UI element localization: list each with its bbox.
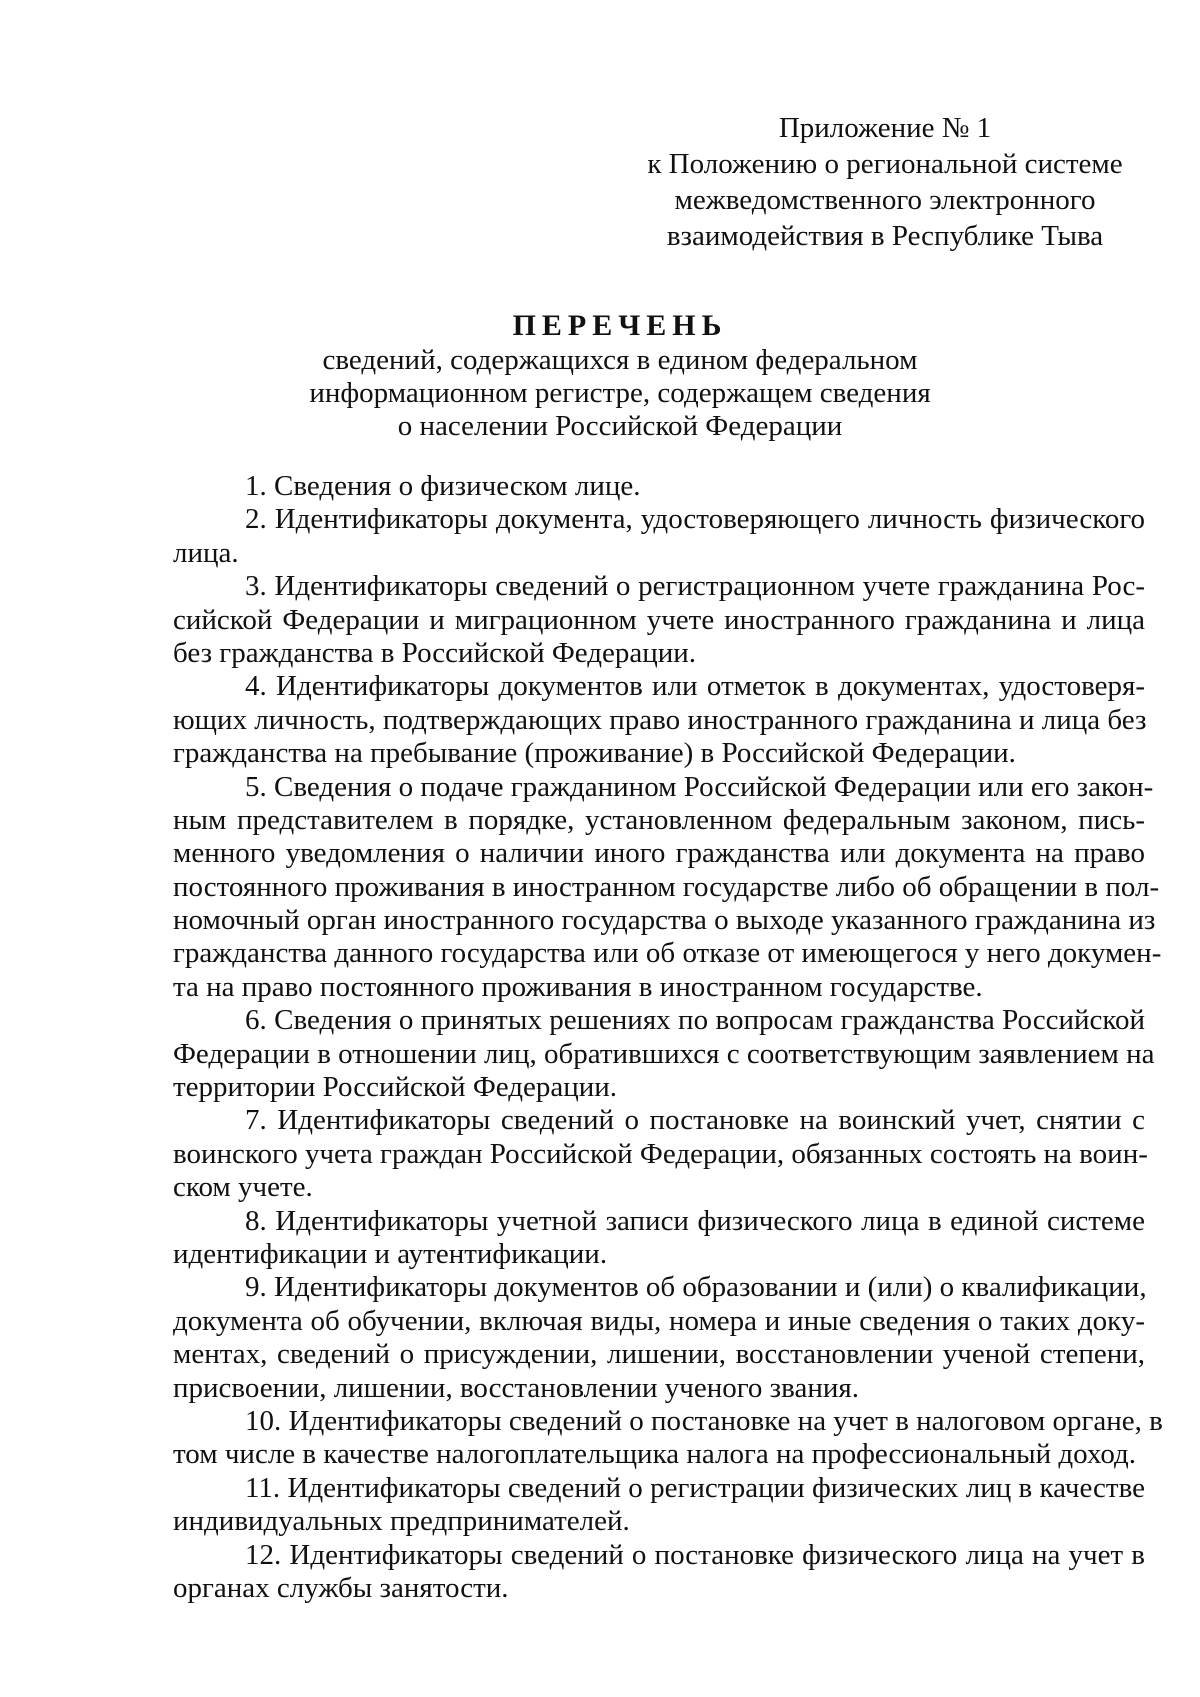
subtitle-line: о населении Российской Федерации <box>397 410 843 442</box>
list-item-text: Идентификаторы сведений о регистрации физических лиц в качестве <box>287 1471 1145 1504</box>
list-item-line: та на право постоянного проживания в иностранном государстве. <box>173 970 983 1003</box>
list-item <box>173 1104 1148 1204</box>
list-item-number: 2. <box>245 503 267 536</box>
list-item-text: Идентификаторы сведений о регистрационном учете гражданина Рос- <box>274 570 1145 603</box>
list-item-line: присвоении, лишении, восстановлении ученого звания. <box>173 1371 859 1404</box>
list-item-first-line <box>173 1539 1145 1572</box>
list-item-line: лица. <box>173 536 239 569</box>
appendix-line: межведомственного электронного <box>674 184 1096 216</box>
list-item-number: 9. <box>245 1271 267 1304</box>
list-item-text: Идентификаторы сведений о постановке на учет в налоговом органе, в <box>288 1404 1163 1437</box>
list-item <box>173 1271 1145 1405</box>
list-item <box>173 1472 1145 1539</box>
list-item-line: номочный орган иностранного государства о выходе указанного гражданина из <box>173 904 1156 937</box>
list-item-text: Идентификаторы документов об образовании и (или) о квалификации, <box>274 1271 1147 1304</box>
list-item-first-line <box>173 503 1145 536</box>
list-item <box>173 570 1145 670</box>
list-item-text: Сведения о подаче гражданином Российской Федерации или его закон- <box>274 770 1154 803</box>
list-item-text: Идентификаторы документа, удостоверяющего личность физического <box>274 503 1146 536</box>
list-item-text: Идентификаторы сведений о постановке на воинский учет, снятии с <box>277 1104 1145 1137</box>
list-item-number: 10. <box>245 1404 282 1437</box>
list-item-line: индивидуальных предпринимателей. <box>173 1505 630 1538</box>
list-item <box>173 1539 1145 1606</box>
title-block <box>150 308 1090 443</box>
appendix-line: Приложение № 1 <box>778 112 992 144</box>
list-item-line: том числе в качестве налогоплательщика налога на профессиональный доход. <box>173 1438 1137 1471</box>
subtitle-line: информационном регистре, содержащем сведения <box>309 377 931 409</box>
list-item-text: Идентификаторы сведений о постановке физического лица на учет в <box>289 1538 1145 1571</box>
list-item-first-line <box>173 470 1145 503</box>
list-item-number: 7. <box>245 1104 267 1137</box>
list-item-first-line <box>173 670 1145 703</box>
appendix-line: к Положению о региональной системе <box>647 148 1123 180</box>
list-item-number: 11. <box>245 1471 281 1504</box>
list-item-first-line <box>173 1104 1145 1137</box>
list-item-number: 6. <box>245 1004 267 1037</box>
appendix-header <box>640 110 1130 254</box>
list-item-line: территории Российской Федерации. <box>173 1071 618 1104</box>
list-item <box>173 770 1162 1005</box>
list-item-text: Идентификаторы документов или отметок в документах, удостоверя- <box>276 670 1145 703</box>
list-item <box>173 1205 1145 1272</box>
list-item-line: гражданства на пребывание (проживание) в Российской Федерации. <box>173 737 1016 770</box>
list-item <box>173 1404 1163 1472</box>
list-item-number: 5. <box>245 770 267 803</box>
appendix-line: взаимодействия в Республике Тыва <box>666 220 1104 252</box>
list-item-number: 1. <box>245 470 267 502</box>
list-item-line: ющих личность, подтверждающих право иностранного гражданина и лица без <box>173 703 1147 736</box>
list-item-number: 8. <box>245 1204 267 1237</box>
list-item-first-line <box>173 1271 1145 1304</box>
subtitle-line: сведений, содержащихся в едином федеральном <box>322 344 918 376</box>
list-item <box>173 470 1145 503</box>
list-item-text: Сведения о физическом лице. <box>274 470 641 502</box>
list-item-text: Сведения о принятых решениях по вопросам гражданства Российской <box>274 1004 1145 1037</box>
list-item-line: Федерации в отношении лиц, обратившихся с соответствующим заявлением на <box>173 1037 1155 1070</box>
list-item-line: менного уведомления о наличии иного гражданства или документа на право <box>173 837 1145 870</box>
list-item <box>173 670 1145 770</box>
list-item-first-line <box>173 1205 1145 1238</box>
list-item <box>173 1004 1155 1104</box>
list-item <box>173 503 1145 570</box>
list-item-line: органах службы занятости. <box>173 1571 509 1604</box>
document-title: ПЕРЕЧЕНЬ <box>512 309 728 342</box>
document-subtitle <box>150 344 1090 443</box>
list-item-line: воинского учета граждан Российской Федерации, обязанных состоять на воин- <box>173 1137 1148 1170</box>
list-item-line: постоянного проживания в иностранном государстве либо об обращении в пол- <box>173 870 1160 903</box>
list-item-first-line <box>173 1472 1145 1505</box>
list-item-first-line <box>173 570 1145 603</box>
list-item-line: сийской Федерации и миграционном учете иностранного гражданина и лица <box>173 603 1145 636</box>
list-item-first-line <box>173 770 1154 804</box>
list-item-line: без гражданства в Российской Федерации. <box>173 636 697 669</box>
list-item-line: идентификации и аутентификации. <box>173 1237 608 1270</box>
list-item-line: гражданства данного государства или об отказе от имеющегося у него докумен- <box>173 937 1162 970</box>
list-item-number: 4. <box>245 670 267 703</box>
list-item-number: 3. <box>245 570 267 603</box>
list-item-line: документа об обучении, включая виды, номера и иные сведения о таких доку- <box>173 1304 1145 1337</box>
list-item-line: ментах, сведений о присуждении, лишении, восстановлении ученой степени, <box>173 1338 1145 1371</box>
list-item-line: ным представителем в порядке, установленном федеральным законом, пись- <box>173 803 1145 836</box>
items-list <box>173 470 1163 1605</box>
list-item-line: ском учете. <box>173 1171 313 1204</box>
list-item-first-line <box>173 1004 1145 1037</box>
list-item-text: Идентификаторы учетной записи физического лица в единой системе <box>275 1204 1146 1237</box>
list-item-number: 12. <box>245 1538 282 1571</box>
list-item-first-line <box>173 1404 1163 1438</box>
